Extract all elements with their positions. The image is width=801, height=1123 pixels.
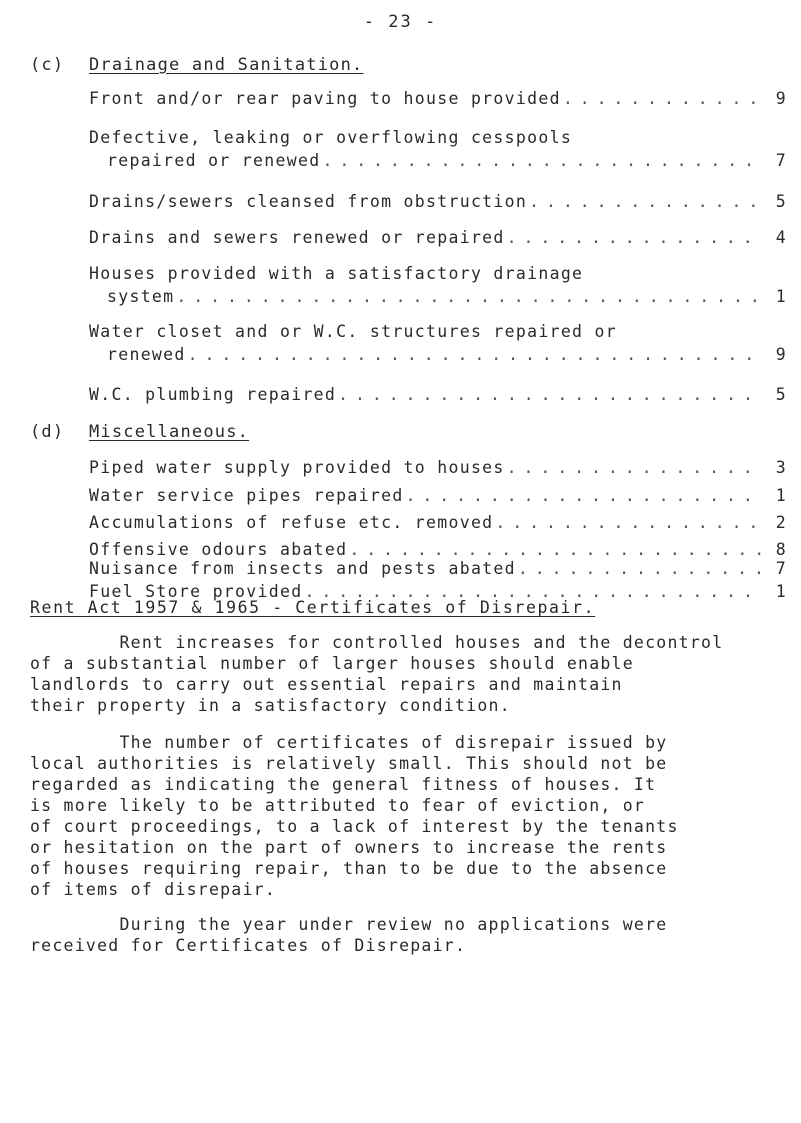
paragraph-applications: During the year under review no applications were received for Certificates of Disrepair. <box>30 915 668 955</box>
section-d-marker: (d) <box>30 422 65 442</box>
section-c-title: Drainage and Sanitation. <box>89 55 364 75</box>
list-item: Drains and sewers renewed or repaired . . . 4 <box>89 226 787 249</box>
section-d-title: Miscellaneous. <box>89 422 250 442</box>
list-item: Houses provided with a satisfactory drainage system . . . 1 <box>89 262 787 308</box>
list-item: Defective, leaking or overflowing cesspools repaired or renewed . . . 7 <box>89 126 787 172</box>
list-item: Fuel Store provided . . . 1 <box>89 580 787 603</box>
paragraph-rent-increases: Rent increases for controlled houses and the decontrol of a substantial number of larger houses should enable landlords to carry out essential repairs and maintain their property in a satisfactory condition. <box>30 633 724 715</box>
list-item: Drains/sewers cleansed from obstruction . . . 5 <box>89 190 787 213</box>
list-item: Front and/or rear paving to house provided . . . 9 <box>89 87 787 110</box>
list-item: Nuisance from insects and pests abated . . . 7 <box>89 557 787 580</box>
paragraph-certificates: The number of certificates of disrepair issued by local authorities is relatively small. This should not be regarded as indicating the general fitness of houses. It is more likely to be attributed to fear of eviction, or of court proceedings, to a lack of interest by the tenants or hesitation on the part of owners to increase the rents of houses requiring repair, than to be due to the absence of items of disrepair. <box>30 733 679 899</box>
section-c-marker: (c) <box>30 55 65 75</box>
list-item: Offensive odours abated . . . 8 <box>89 538 787 561</box>
list-item: Accumulations of refuse etc. removed . . . 2 <box>89 511 787 534</box>
list-item: Water closet and or W.C. structures repaired or renewed . . . 9 <box>89 320 787 366</box>
list-item: Piped water supply provided to houses . . . 3 <box>89 456 787 479</box>
page-number: - 23 - <box>363 12 438 32</box>
list-item: W.C. plumbing repaired . . . 5 <box>89 383 787 406</box>
list-item: Water service pipes repaired . . . 1 <box>89 484 787 507</box>
rent-act-heading: Rent Act 1957 & 1965 - Certificates of Disrepair. <box>30 598 596 617</box>
